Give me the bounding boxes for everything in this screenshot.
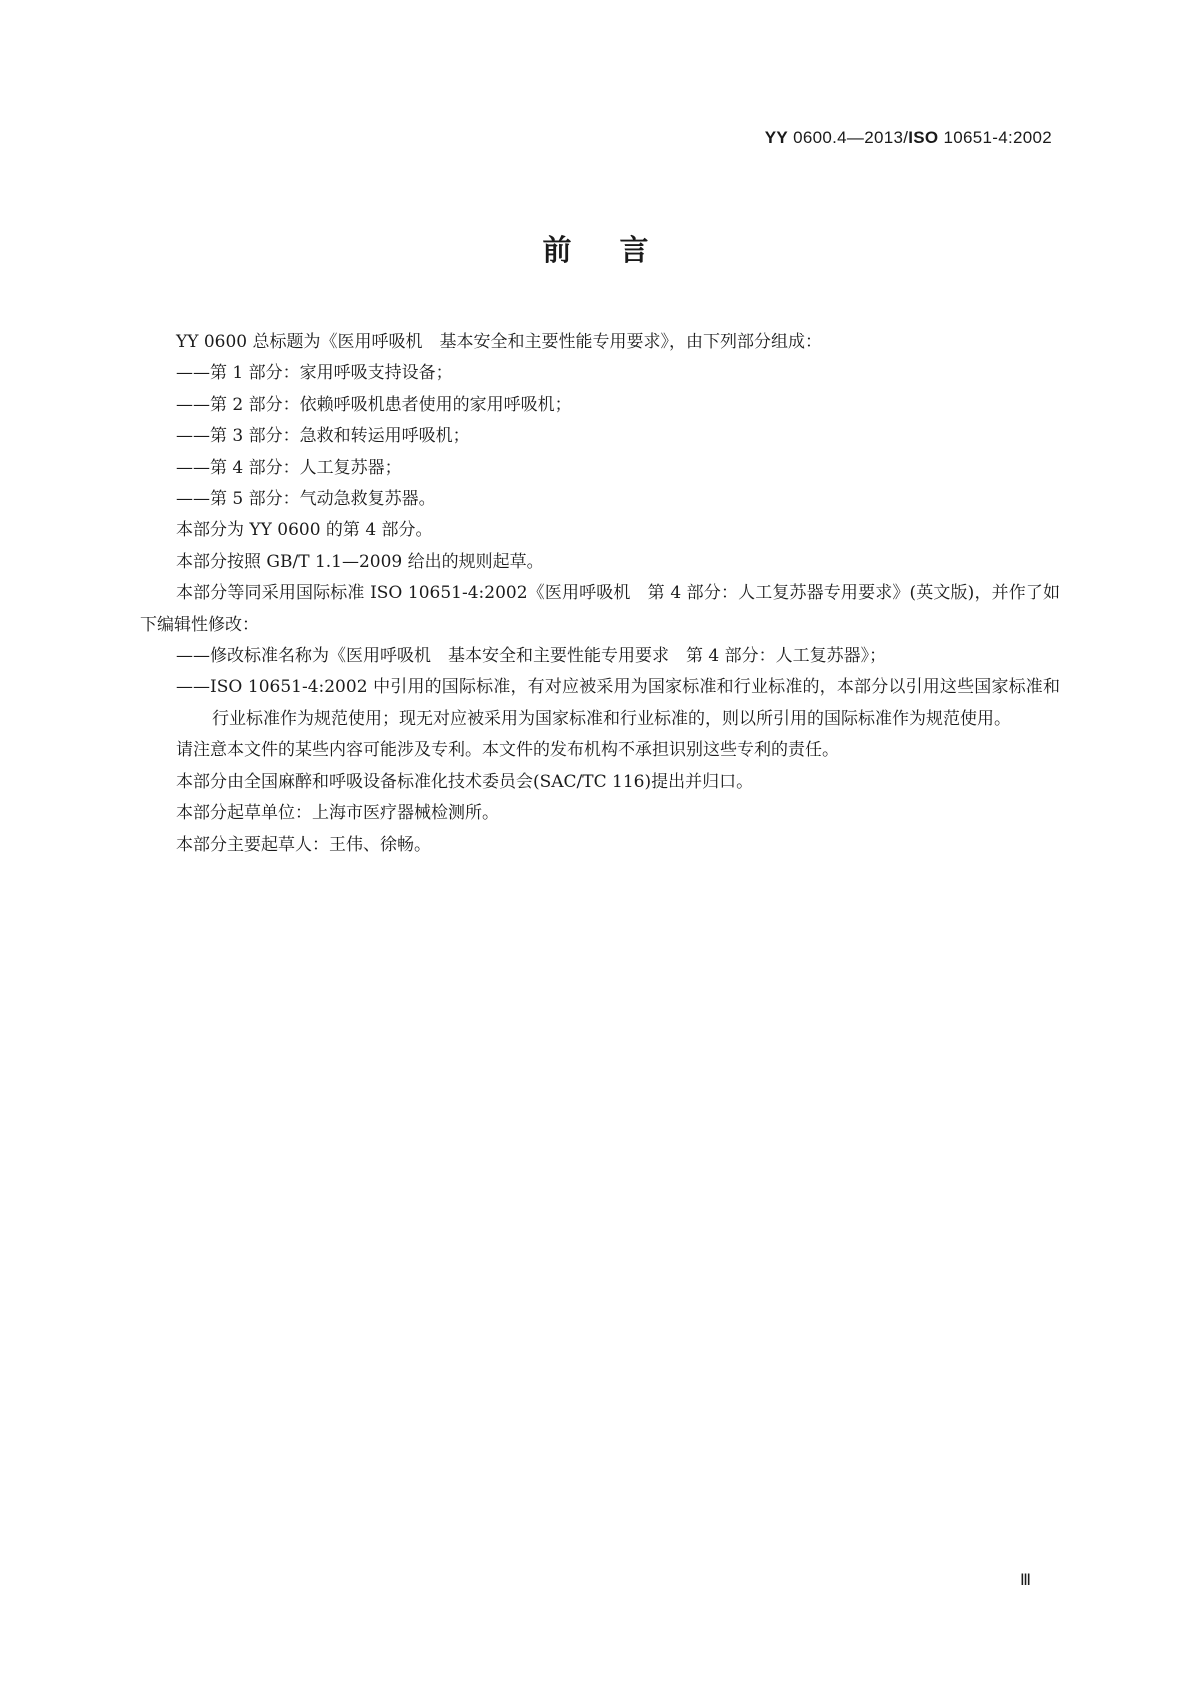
page-number: Ⅲ xyxy=(1019,1572,1031,1589)
document-body xyxy=(140,327,1060,861)
drafters: 本部分主要起草人：王伟、徐畅。 xyxy=(176,834,431,855)
modification-item: ——ISO 10651-4:2002 中引用的国际标准，有对应被采用为国家标准和行业标准的，本部分以引用这些国家标准和行业标准作为规范使用；现无对应被采用为国家标准和行业标准的，则以所引用的国际标准作为规范使用。 xyxy=(176,677,1060,729)
standard-number: 0600.4—2013/ xyxy=(793,128,909,147)
proposer-statement: 本部分由全国麻醉和呼吸设备标准化技术委员会(SAC/TC 116)提出并归口。 xyxy=(176,771,754,792)
iso-prefix: ISO xyxy=(908,128,939,147)
part-list-item: ——第 4 部分：人工复苏器； xyxy=(176,457,402,478)
modification-item: ——修改标准名称为《医用呼吸机 基本安全和主要性能专用要求 第 4 部分：人工复苏器》； xyxy=(176,646,887,667)
standard-code xyxy=(765,128,1052,148)
part-list-item: ——第 5 部分：气动急救复苏器。 xyxy=(176,489,436,510)
adoption-paragraph: 本部分等同采用国际标准 ISO 10651-4:2002《医用呼吸机 第 4 部分：人工复苏器专用要求》(英文版)，并作了如下编辑性修改： xyxy=(140,583,1060,635)
drafting-rule: 本部分按照 GB/T 1.1—2009 给出的规则起草。 xyxy=(176,551,544,572)
page-title: 前言 xyxy=(542,233,697,267)
standard-prefix: YY xyxy=(764,128,789,147)
patent-notice: 请注意本文件的某些内容可能涉及专利。本文件的发布机构不承担识别这些专利的责任。 xyxy=(176,740,839,761)
part-statement: 本部分为 YY 0600 的第 4 部分。 xyxy=(176,520,433,541)
iso-number: 10651-4:2002 xyxy=(943,128,1052,147)
part-list-item: ——第 2 部分：依赖呼吸机患者使用的家用呼吸机； xyxy=(176,394,572,415)
intro-paragraph: YY 0600 总标题为《医用呼吸机 基本安全和主要性能专用要求》，由下列部分组成： xyxy=(176,332,823,352)
part-list-item: ——第 1 部分：家用呼吸支持设备； xyxy=(176,363,453,384)
part-list-item: ——第 3 部分：急救和转运用呼吸机； xyxy=(176,426,470,447)
drafting-unit: 本部分起草单位：上海市医疗器械检测所。 xyxy=(176,803,499,824)
